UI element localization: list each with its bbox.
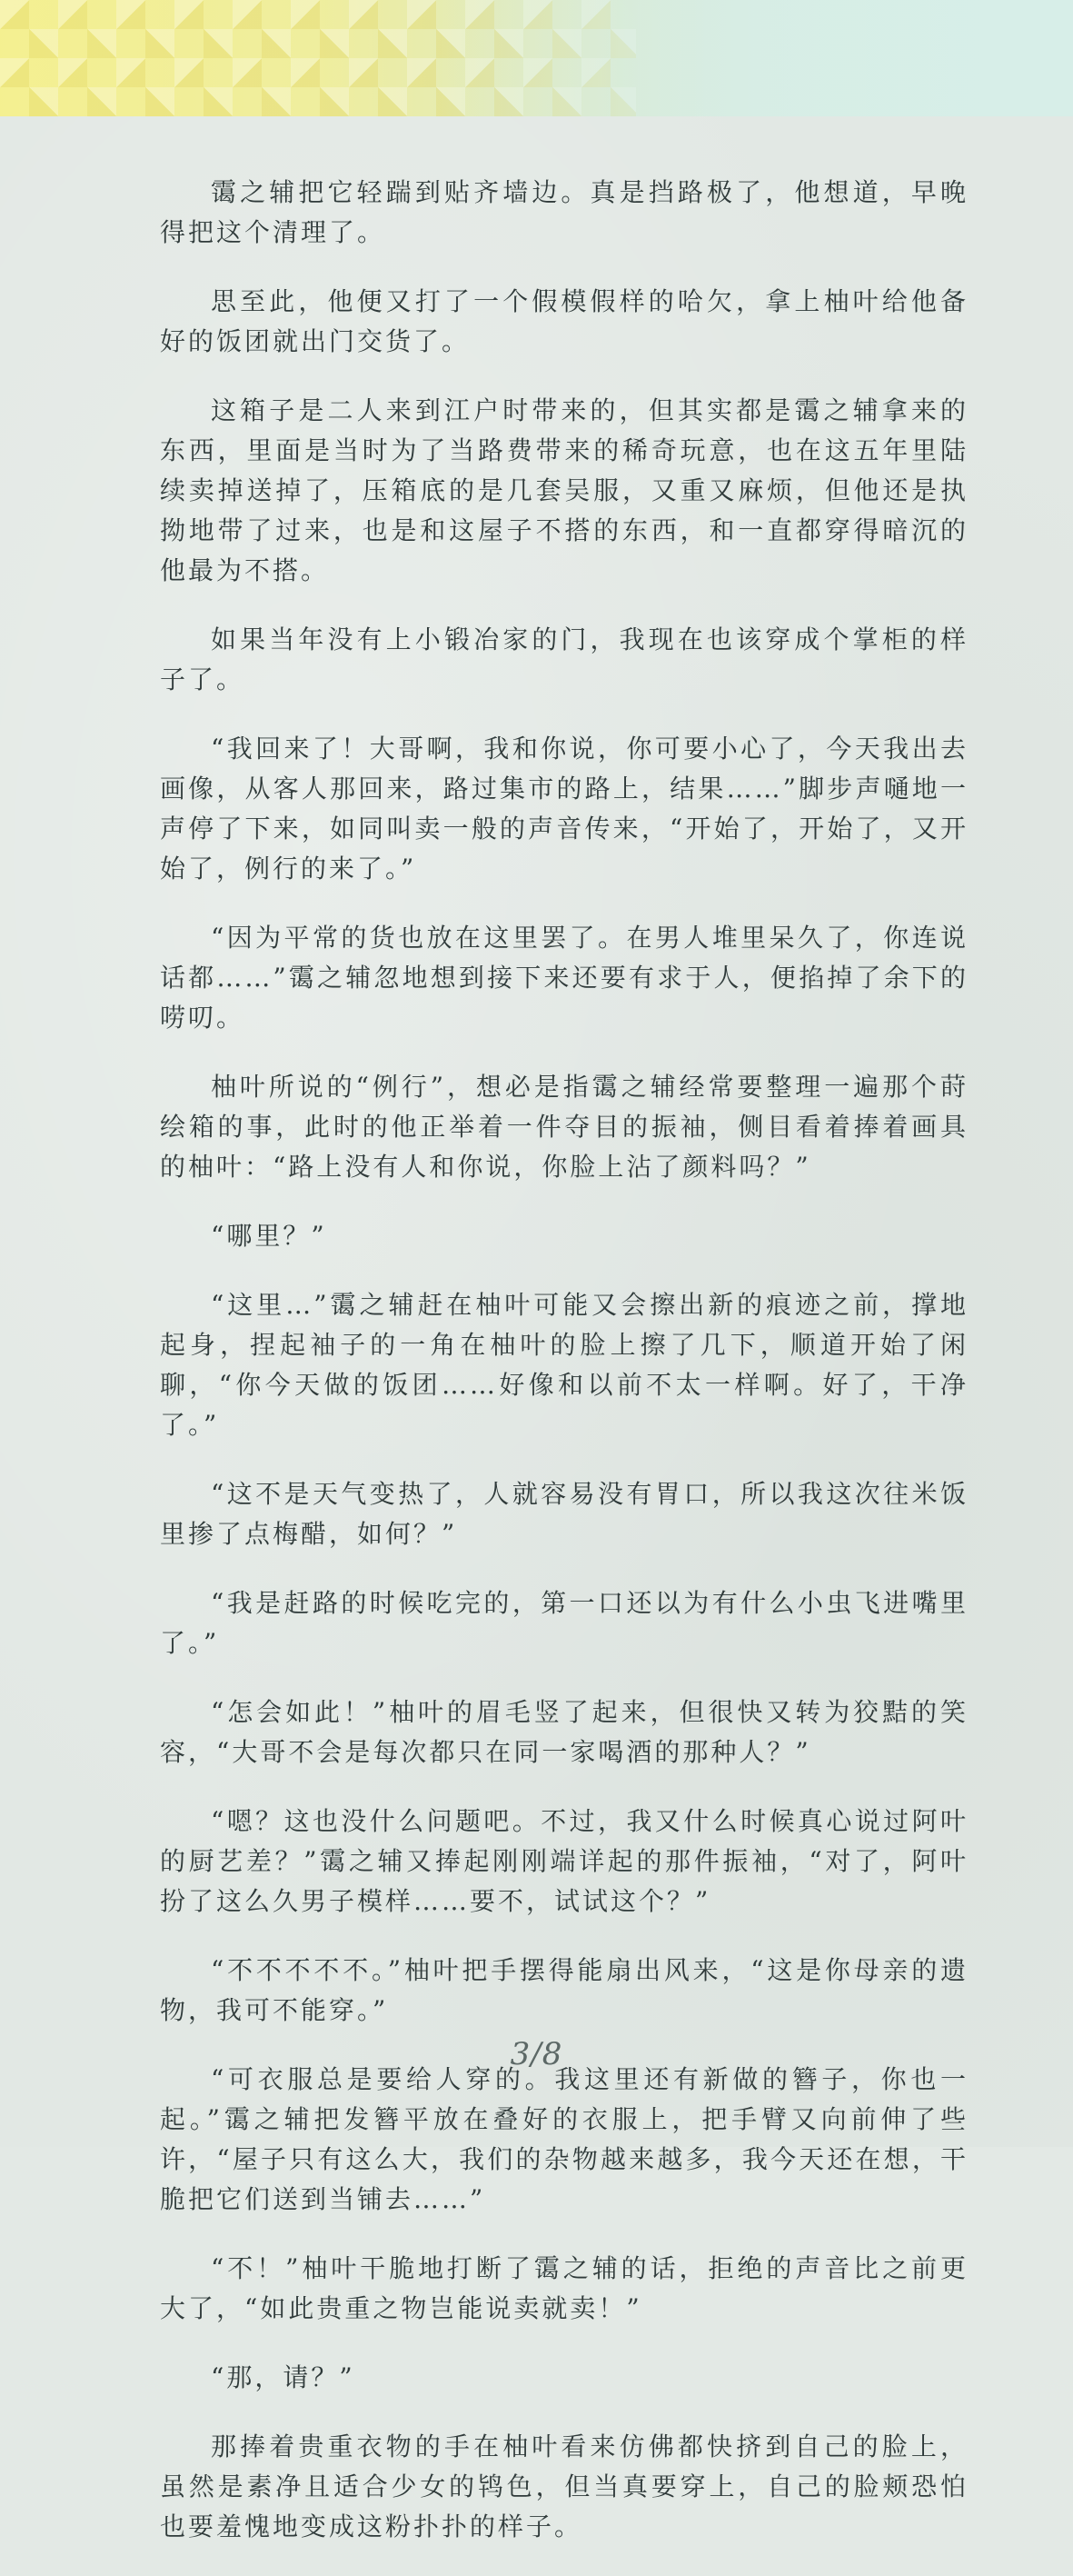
top-decorative-banner (0, 0, 1073, 116)
banner-fade (0, 0, 1073, 116)
paragraph: 柚叶所说的“例行”，想必是指霭之辅经常要整理一遍那个莳绘箱的事，此时的他正举着一件夺目的振袖，侧目看着捧着画具的柚叶：“路上没有人和你说，你脸上沾了颜料吗？” (160, 1072, 969, 1182)
paragraph: “我回来了！大哥啊，我和你说，你可要小心了，今天我出去画像，从客人那回来，路过集市的路上，结果……”脚步声嗵地一声停了下来，如同叫卖一般的声音传来，“开始了，开始了，又开始了，例行的来了。” (160, 734, 969, 884)
page-number: 3/8 (510, 2036, 563, 2072)
story-text (160, 173, 969, 2576)
paragraph: “怎会如此！”柚叶的眉毛竖了起来，但很快又转为狡黠的笑容，“大哥不会是每次都只在同一家喝酒的那种人？” (160, 1697, 969, 1767)
paragraph: 那捧着贵重衣物的手在柚叶看来仿佛都快挤到自己的脸上，虽然是素净且适合少女的鸨色，但当真要穿上，自己的脸颊恐怕也要羞愧地变成这粉扑扑的样子。 (160, 2431, 969, 2541)
paragraph: “那，请？” (211, 2362, 355, 2392)
paragraph: 霭之辅把它轻踹到贴齐墙边。真是挡路极了，他想道，早晚得把这个清理了。 (160, 177, 969, 247)
paragraph: “不不不不不。”柚叶把手摆得能扇出风来，“这是你母亲的遗物，我可不能穿。” (160, 1955, 969, 2025)
paragraph: “这不是天气变热了，人就容易没有胃口，所以我这次往米饭里掺了点梅醋，如何？” (160, 1479, 969, 1549)
paragraph: “我是赶路的时候吃完的，第一口还以为有什么小虫飞进嘴里了。” (160, 1588, 969, 1658)
paragraph: “可衣服总是要给人穿的。我这里还有新做的簪子，你也一起。”霭之辅把发簪平放在叠好的衣服上，把手臂又向前伸了些许，“屋子只有这么大，我们的杂物越来越多，我今天还在想，干脆把它们送到当铺去……” (160, 2064, 969, 2214)
paragraph: “不！”柚叶干脆地打断了霭之辅的话，拒绝的声音比之前更大了，“如此贵重之物岂能说卖就卖！” (160, 2253, 969, 2323)
paragraph: 这箱子是二人来到江户时带来的，但其实都是霭之辅拿来的东西，里面是当时为了当路费带来的稀奇玩意，也在这五年里陆续卖掉送掉了，压箱底的是几套吴服，又重又麻烦，但他还是执拗地带了过来，也是和这屋子不搭的东西，和一直都穿得暗沉的他最为不搭。 (160, 395, 969, 585)
paragraph: “这里…”霭之辅赶在柚叶可能又会擦出新的痕迹之前，撑地起身，捏起袖子的一角在柚叶的脸上擦了几下，顺道开始了闲聊，“你今天做的饭团……好像和以前不太一样啊。好了，干净了。” (160, 1290, 969, 1440)
paragraph: 如果当年没有上小锻冶家的门，我现在也该穿成个掌柜的样子了。 (160, 624, 969, 694)
paragraph: 思至此，他便又打了一个假模假样的哈欠，拿上柚叶给他备好的饭团就出门交货了。 (160, 286, 969, 356)
paragraph: “哪里？” (211, 1221, 327, 1251)
paragraph: “嗯？这也没什么问题吧。不过，我又什么时候真心说过阿叶的厨艺差？”霭之辅又捧起刚刚端详起的那件振袖，“对了，阿叶扮了这么久男子模样……要不，试试这个？” (160, 1806, 969, 1916)
paragraph: “因为平常的货也放在这里罢了。在男人堆里呆久了，你连说话都……”霭之辅忽地想到接下来还要有求于人，便掐掉了余下的唠叨。 (160, 923, 969, 1033)
